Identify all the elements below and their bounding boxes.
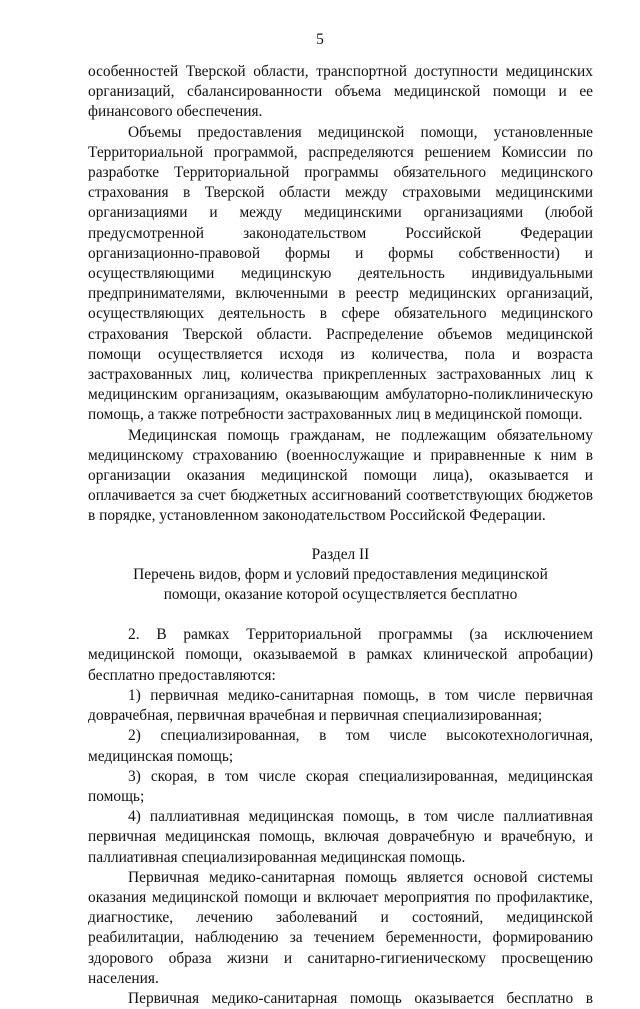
paragraph: 2. В рамках Территориальной программы (за исключением медицинской помощи, оказываемой в рамках клинической апробации) бесплатно предоставляются: <box>88 626 593 684</box>
document-body <box>88 62 593 1009</box>
paragraph: Первичная медико-санитарная помощь оказывается бесплатно в <box>128 989 593 1007</box>
list-item: 2) специализированная, в том числе высокотехнологичная, медицинская помощь; <box>88 727 593 765</box>
list-item: 4) паллиативная медицинская помощь, в том числе паллиативная первичная медицинская помощь, включая доврачебную и врачебную, и паллиативная специализированная медицинская помощь. <box>88 808 593 866</box>
list-item: 3) скорая, в том числе скорая специализированная, медицинская помощь; <box>88 767 593 805</box>
section-label: Раздел II <box>311 545 370 563</box>
page-number: 5 <box>316 31 324 48</box>
paragraph: Первичная медико-санитарная помощь является основой системы оказания медицинской помощи и включает мероприятия по профилактике, диагностике, лечению заболеваний и состояний, медицинской реабилитации, наблюдению за течением беременности, формированию здорового образа жизни и санитарно-гигиеническому просвещению населения. <box>88 868 593 987</box>
list-item: 1) первичная медико-санитарная помощь, в том числе первичная доврачебная, первичная врачебная и первичная специализированная; <box>88 686 593 725</box>
paragraph: особенностей Тверской области, транспортной доступности медицинских организаций, сбалансированности объема медицинской помощи и ее финансового обеспечения. <box>88 63 593 121</box>
paragraph: Объемы предоставления медицинской помощи, установленные Территориальной программой, распределяются решением Комиссии по разработке Территориальной программы обязательного медицинского страхования в Тверской области между страховыми медицинскими организациями и между медицинскими организациями (любой предусмотренной законодательством Российской Федерации организационно-правовой формы и формы собственности) и осуществляющими медицинскую деятельность индивидуальными предпринимателями, включенными в реестр медицинских организаций, осуществляющих деятельность в сфере обязательного медицинского страхования Тверской области. Распределение объемов медицинской помощи осуществляется исходя из количества, пола и возраста застрахованных лиц, количества прикрепленных застрахованных лиц к медицинским организациям, оказывающим амбулаторно-поликлиническую помощь, а также потребности застрахованных лиц в медицинской помощи. <box>88 123 593 424</box>
paragraph: Медицинская помощь гражданам, не подлежащим обязательному медицинскому страхованию (военнослужащие и приравненные к ним в организации оказания медицинской помощи лица), оказывается и оплачивается за счет бюджетных ассигнований соответствующих бюджетов в порядке, установленном законодательством Российской Федерации. <box>88 426 593 525</box>
section-title: Перечень видов, форм и условий предоставления медицинской помощи, оказание которой осуществляется бесплатно <box>133 565 548 604</box>
